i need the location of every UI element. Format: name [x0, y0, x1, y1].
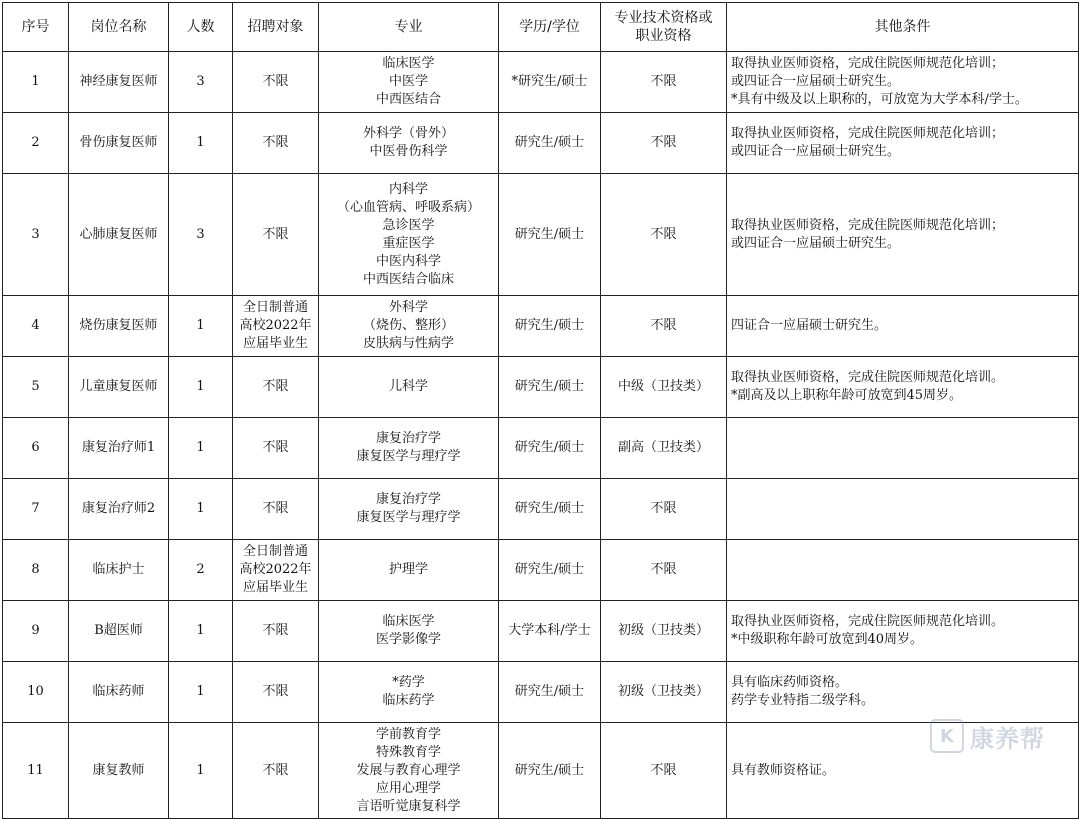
- cell-major-line: 学前教育学: [375, 726, 441, 742]
- cell-post: B超医师: [69, 601, 169, 662]
- cell-major-line: 临床医学: [382, 614, 435, 629]
- cell-count: 3: [169, 52, 233, 113]
- cell-target: [233, 113, 319, 174]
- cell-degree: 研究生/硕士: [499, 296, 601, 357]
- header-other: 其他条件: [727, 3, 1079, 52]
- cell-count: 3: [169, 174, 233, 296]
- table-row: [3, 601, 1079, 662]
- cell-other-line: *副高及以上职称年龄可放宽到45周岁。: [731, 388, 963, 403]
- cell-major-line: 中西医结合临床: [362, 271, 454, 287]
- cell-other: [727, 540, 1079, 601]
- cell-count: 1: [169, 723, 233, 819]
- header-count: 人数: [169, 3, 233, 52]
- cell-no: 5: [3, 357, 69, 418]
- cell-other-line: 或四证合一应届硕士研究生。: [731, 144, 901, 159]
- cell-target: [233, 479, 319, 540]
- cell-target-line: 不限: [262, 379, 289, 394]
- cell-target-line: 不限: [262, 501, 289, 516]
- cell-target-line: 应届毕业生: [242, 580, 308, 595]
- cell-qualification: 初级（卫技类）: [601, 662, 727, 723]
- cell-major-line: 中医内科学: [375, 253, 441, 269]
- cell-major-line: 儿科学: [388, 379, 428, 394]
- cell-major-line: （心血管病、呼吸系病）: [336, 199, 480, 215]
- cell-major-line: 康复医学与理疗学: [356, 449, 461, 464]
- cell-major: [319, 662, 499, 723]
- header-qualification-line: 专业技术资格或: [614, 10, 713, 26]
- cell-major-line: 康复治疗学: [375, 492, 441, 507]
- cell-major-line: 中西医结合: [375, 92, 441, 107]
- watermark: [930, 716, 1060, 756]
- cell-target: [233, 540, 319, 601]
- cell-no: 2: [3, 113, 69, 174]
- cell-degree: *研究生/硕士: [499, 52, 601, 113]
- recruitment-table: [2, 2, 1079, 819]
- cell-target: [233, 174, 319, 296]
- cell-post: 心肺康复医师: [69, 174, 169, 296]
- cell-target-line: 不限: [262, 226, 289, 242]
- cell-count: 1: [169, 479, 233, 540]
- cell-post: 康复治疗师1: [69, 418, 169, 479]
- cell-major: [319, 479, 499, 540]
- cell-major: [319, 357, 499, 418]
- table-row: [3, 723, 1079, 819]
- cell-degree: 研究生/硕士: [499, 418, 601, 479]
- cell-degree: 研究生/硕士: [499, 174, 601, 296]
- cell-other-line: 取得执业医师资格，完成住院医师规范化培训。: [731, 370, 1005, 385]
- table-row: [3, 296, 1079, 357]
- cell-other-line: 取得执业医师资格，完成住院医师规范化培训；: [731, 126, 1005, 141]
- cell-major-line: 外科学: [388, 300, 428, 315]
- cell-target: [233, 662, 319, 723]
- cell-major-line: 医学影像学: [375, 632, 441, 647]
- cell-major: [319, 601, 499, 662]
- cell-no: 7: [3, 479, 69, 540]
- cell-major-line: 康复医学与理疗学: [356, 510, 461, 525]
- cell-target-line: 应届毕业生: [242, 336, 308, 351]
- cell-qualification: 副高（卫技类）: [601, 418, 727, 479]
- cell-other-line: 或四证合一应届硕士研究生。: [731, 74, 901, 89]
- cell-other: [727, 296, 1079, 357]
- cell-other-line: 取得执业医师资格，完成住院医师规范化培训。: [731, 614, 1005, 629]
- cell-major-line: 急诊医学: [382, 217, 435, 233]
- cell-major-line: 外科学（骨外）: [362, 126, 454, 141]
- cell-other-line: 具有教师资格证。: [731, 762, 836, 778]
- cell-other: [727, 601, 1079, 662]
- cell-major: [319, 418, 499, 479]
- cell-qualification: 中级（卫技类）: [601, 357, 727, 418]
- cell-major-line: *药学: [392, 675, 425, 690]
- cell-target-line: 不限: [262, 440, 289, 455]
- cell-target-line: 不限: [262, 74, 289, 89]
- cell-other: [727, 479, 1079, 540]
- cell-major-line: 临床药学: [382, 693, 435, 708]
- cell-other: [727, 662, 1079, 723]
- header-qualification: [601, 3, 727, 52]
- cell-target-line: 高校2022年: [239, 318, 312, 333]
- header-no: 序号: [3, 3, 69, 52]
- header-row: [3, 3, 1079, 52]
- cell-count: 1: [169, 113, 233, 174]
- cell-target-line: 不限: [262, 762, 289, 778]
- cell-other: [727, 113, 1079, 174]
- cell-qualification: 初级（卫技类）: [601, 601, 727, 662]
- cell-no: 11: [3, 723, 69, 819]
- header-degree: 学历/学位: [499, 3, 601, 52]
- cell-post: 儿童康复医师: [69, 357, 169, 418]
- cell-degree: 研究生/硕士: [499, 723, 601, 819]
- cell-major-line: 言语听觉康复科学: [356, 798, 461, 814]
- cell-major-line: 发展与教育心理学: [356, 762, 461, 778]
- cell-count: 1: [169, 601, 233, 662]
- table-row: [3, 418, 1079, 479]
- cell-count: 1: [169, 296, 233, 357]
- header-major: 专业: [319, 3, 499, 52]
- cell-major-line: 中医骨伤科学: [369, 144, 448, 159]
- cell-major-line: 特殊教育学: [375, 744, 441, 760]
- cell-major-line: 应用心理学: [375, 780, 441, 796]
- cell-other-line: 或四证合一应届硕士研究生。: [731, 235, 901, 251]
- table-row: [3, 479, 1079, 540]
- cell-target: [233, 296, 319, 357]
- cell-no: 3: [3, 174, 69, 296]
- cell-other: [727, 52, 1079, 113]
- cell-qualification: 不限: [601, 296, 727, 357]
- header-post: 岗位名称: [69, 3, 169, 52]
- cell-post: 康复治疗师2: [69, 479, 169, 540]
- cell-degree: 研究生/硕士: [499, 662, 601, 723]
- cell-target-line: 高校2022年: [239, 562, 312, 577]
- cell-target-line: 全日制普通: [242, 544, 308, 559]
- cell-no: 10: [3, 662, 69, 723]
- cell-count: 2: [169, 540, 233, 601]
- cell-target-line: 不限: [262, 623, 289, 638]
- table-row: [3, 52, 1079, 113]
- cell-target: [233, 723, 319, 819]
- cell-major: [319, 52, 499, 113]
- cell-other-line: 取得执业医师资格，完成住院医师规范化培训；: [731, 217, 1005, 233]
- cell-no: 6: [3, 418, 69, 479]
- cell-major-line: 皮肤病与性病学: [362, 336, 454, 351]
- cell-post: 骨伤康复医师: [69, 113, 169, 174]
- cell-degree: 研究生/硕士: [499, 540, 601, 601]
- cell-other-line: 具有临床药师资格。: [731, 675, 849, 690]
- cell-target-line: 全日制普通: [242, 300, 308, 315]
- cell-major-line: 护理学: [388, 562, 428, 577]
- cell-other-line: 四证合一应届硕士研究生。: [731, 318, 888, 333]
- cell-other-line: 药学专业特指二级学科。: [731, 693, 875, 708]
- cell-count: 1: [169, 418, 233, 479]
- table-row: [3, 357, 1079, 418]
- cell-major: [319, 113, 499, 174]
- cell-major-line: 中医学: [388, 74, 428, 89]
- table-row: [3, 540, 1079, 601]
- cell-major-line: 内科学: [388, 181, 428, 197]
- cell-qualification: 不限: [601, 174, 727, 296]
- table-row: [3, 113, 1079, 174]
- watermark-text: 康养帮: [970, 724, 1045, 753]
- cell-target: [233, 418, 319, 479]
- header-target: 招聘对象: [233, 3, 319, 52]
- table-row: [3, 174, 1079, 296]
- cell-major: [319, 540, 499, 601]
- cell-target: [233, 601, 319, 662]
- cell-major: [319, 174, 499, 296]
- cell-degree: 研究生/硕士: [499, 113, 601, 174]
- cell-other: [727, 357, 1079, 418]
- cell-count: 1: [169, 357, 233, 418]
- cell-target: [233, 52, 319, 113]
- cell-post: 临床药师: [69, 662, 169, 723]
- cell-post: 烧伤康复医师: [69, 296, 169, 357]
- cell-target: [233, 357, 319, 418]
- cell-no: 8: [3, 540, 69, 601]
- cell-other: [727, 418, 1079, 479]
- cell-other: [727, 174, 1079, 296]
- cell-degree: 研究生/硕士: [499, 479, 601, 540]
- cell-post: 临床护士: [69, 540, 169, 601]
- cell-qualification: 不限: [601, 479, 727, 540]
- cell-degree: 研究生/硕士: [499, 357, 601, 418]
- cell-other-line: 取得执业医师资格，完成住院医师规范化培训；: [731, 56, 1005, 71]
- cell-qualification: 不限: [601, 52, 727, 113]
- cell-qualification: 不限: [601, 723, 727, 819]
- cell-major-line: 康复治疗学: [375, 431, 441, 446]
- cell-major-line: 临床医学: [382, 56, 435, 71]
- cell-major-line: （烧伤、整形）: [362, 318, 454, 333]
- cell-major: [319, 296, 499, 357]
- cell-count: 1: [169, 662, 233, 723]
- cell-major: [319, 723, 499, 819]
- cell-no: 1: [3, 52, 69, 113]
- cell-no: 4: [3, 296, 69, 357]
- cell-no: 9: [3, 601, 69, 662]
- cell-post: 神经康复医师: [69, 52, 169, 113]
- cell-qualification: 不限: [601, 113, 727, 174]
- cell-post: 康复教师: [69, 723, 169, 819]
- cell-other-line: *中级职称年龄可放宽到40周岁。: [731, 632, 924, 647]
- header-qualification-line: 职业资格: [635, 28, 692, 44]
- cell-target-line: 不限: [262, 135, 289, 150]
- cell-major-line: 重症医学: [382, 235, 435, 251]
- table-row: [3, 662, 1079, 723]
- cell-degree: 大学本科/学士: [499, 601, 601, 662]
- cell-qualification: 不限: [601, 540, 727, 601]
- watermark-logo-icon: K: [930, 719, 964, 753]
- cell-other-line: *具有中级及以上职称的，可放宽为大学本科/学士。: [731, 92, 1028, 107]
- cell-target-line: 不限: [262, 684, 289, 699]
